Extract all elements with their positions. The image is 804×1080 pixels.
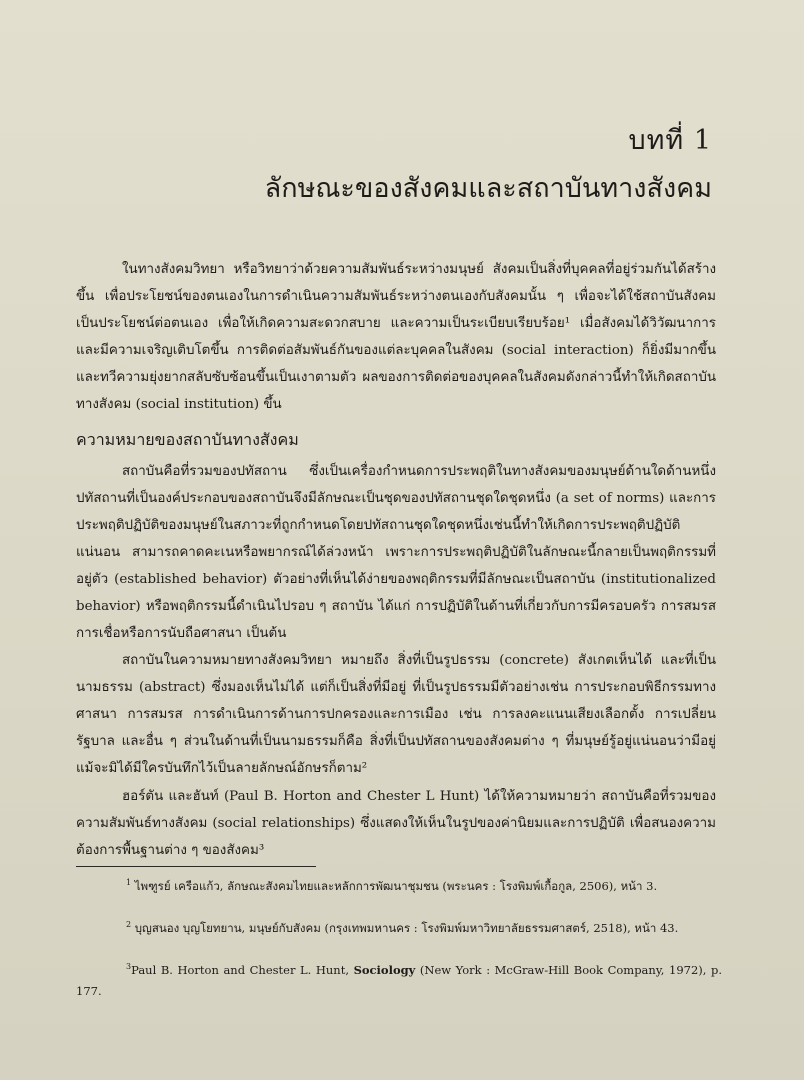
section-paragraph-3: ฮอร์ตัน และฮันท์ (Paul B. Horton and Chester L Hunt) ได้ให้ความหมายว่า สถาบันคือที่รวมของความสัมพันธ์ทางสังคม (social relationships) ซึ่งแสดงให้เห็นในรูปของค่านิยมและการปฏิบัติ เพื่อสนองความต้องการพื้นฐานต่าง ๆ ของสังคม³ — [76, 789, 716, 858]
footnote-text: บุญสนอง บุญโยทยาน, มนุษย์กับสังคม (กรุงเทพมหานคร : โรงพิมพ์มหาวิทยาลัยธรรมศาสตร์, 2518), หน้า 43. — [134, 921, 679, 935]
section-paragraph-1: สถาบันคือที่รวมของปทัสถาน ซึ่งเป็นเครื่องกำหนดการประพฤติในทางสังคมของมนุษย์ด้านใดด้านหนึ่ง ปทัสถานที่เป็นองค์ประกอบของสถาบันจึงมีลักษณะเป็นชุดของปทัสถานชุดใดชุดหนึ่ง (a set of norms) และการประพฤติปฏิบัติของมนุษย์ในสภาวะที่ถูกกำหนดโดยปทัสถานชุดใดชุดหนึ่งเช่นนี้ทำให้เกิดการประพฤติปฏิบัติแน่นอน สามารถคาดคะเนหรือพยากรณ์ได้ล่วงหน้า เพราะการประพฤติปฏิบัติในลักษณะนี้กลายเป็นพฤติกรรมที่อยู่ตัว (established behavior) ตัวอย่างที่เห็นได้ง่ายของพฤติกรรมที่มีลักษณะเป็นสถาบัน (institutionalized behavior) หรือพฤติกรรมนี้ดำเนินไปรอบ ๆ สถาบัน ได้แก่ การปฏิบัติในด้านที่เกี่ยวกับการมีครอบครัว การสมรส การเชื่อหรือการนับถือศาสนา เป็นต้น — [76, 464, 716, 641]
footnote-marker: 2 — [126, 920, 132, 930]
section-paragraph-2: สถาบันในความหมายทางสังคมวิทยา หมายถึง สิ่งที่เป็นรูปธรรม (concrete) สังเกตเห็นได้ และที่เป็นนามธรรม (abstract) ซึ่งมองเห็นไม่ได้ แต่ก็เป็นสิ่งที่มีอยู่ ที่เป็นรูปธรรมมีตัวอย่างเช่น การประกอบพิธีกรรมทางศาสนา การสมรส การดำเนินการด้านการปกครองและการเมือง เช่น การลงคะแนนเสียงเลือกตั้ง การเปลี่ยนรัฐบาล และอื่น ๆ ส่วนในด้านที่เป็นนามธรรมก็คือ สิ่งที่เป็นปทัสถานของสังคมต่าง ๆ ที่มนุษย์รู้อยู่แน่นอนว่ามีอยู่ แม้จะมิได้มีใครบันทึกไว้เป็นลายลักษณ์อักษรก็ตาม² — [76, 653, 716, 776]
intro-paragraph: ในทางสังคมวิทยา หรือวิทยาว่าด้วยความสัมพันธ์ระหว่างมนุษย์ สังคมเป็นสิ่งที่บุคคลที่อยู่ร่วมกันได้สร้างขึ้น เพื่อประโยชน์ของตนเองในการดำเนินความสัมพันธ์ระหว่างตนเองกับสังคมนั้น ๆ เพื่อจะได้ใช้สถาบันสังคมเป็นประโยชน์ต่อตนเอง เพื่อให้เกิดความสะดวกสบาย และความเป็นระเบียบเรียบร้อย¹ เมื่อสังคมได้วิวัฒนาการและมีความเจริญเติบโตขึ้น การติดต่อสัมพันธ์กันของแต่ละบุคคลในสังคม (social interaction) ก็ยิ่งมีมากขึ้น และทวีความยุ่งยากสลับซับซ้อนขึ้นเป็นเงาตามตัว ผลของการติดต่อของบุคคลในสังคมดังกล่าวนี้ทำให้เกิดสถาบันทางสังคม (social institution) ขึ้น — [76, 262, 716, 412]
footnote-text: ไพฑูรย์ เครือแก้ว, ลักษณะสังคมไทยและหลักการพัฒนาชุมชน (พระนคร : โรงพิมพ์เกื้อกูล, 2506), หน้า 3. — [134, 879, 658, 893]
footnote-3 — [76, 960, 722, 1002]
chapter-number: บทที่ 1 — [628, 125, 712, 156]
chapter-title: ลักษณะของสังคมและสถาบันทางสังคม — [264, 173, 712, 204]
footnote-book-title: Sociology — [353, 963, 416, 977]
footnote-divider — [76, 866, 316, 867]
footnote-2 — [76, 918, 722, 939]
footnote-text: Paul B. Horton and Chester L. Hunt, — [131, 963, 354, 977]
footnote-marker: 1 — [126, 878, 132, 888]
footnote-1 — [76, 876, 722, 897]
footnote-text: (New York : McGraw-Hill Book Company, 1972), p. 177. — [76, 963, 722, 998]
footnote-marker: 3 — [126, 962, 132, 972]
section-heading: ความหมายของสถาบันทางสังคม — [76, 430, 299, 449]
